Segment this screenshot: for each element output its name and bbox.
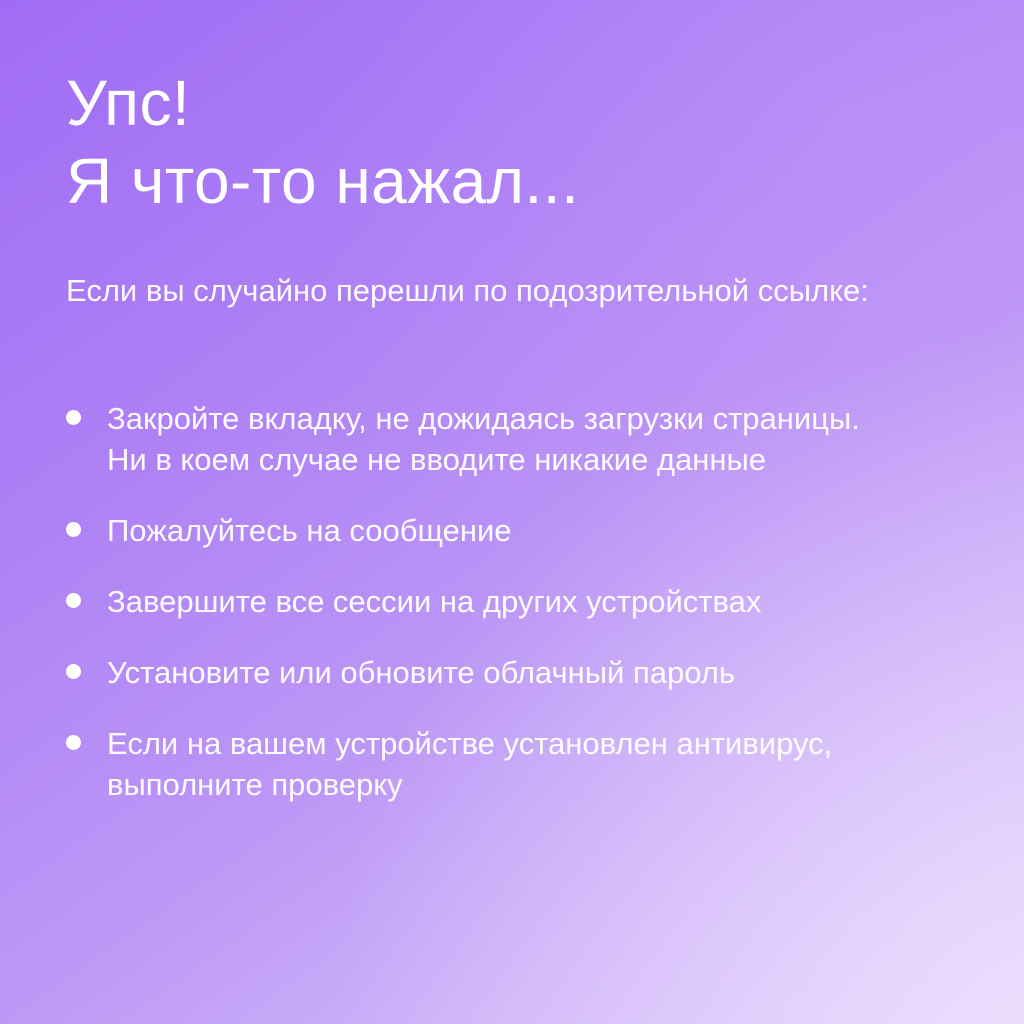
title-line-2: Я что-то нажал... [66, 145, 580, 217]
bullet-icon [66, 735, 81, 750]
step-line: Завершите все сессии на других устройствах [107, 584, 762, 619]
bullet-icon [66, 593, 81, 608]
list-item [66, 652, 966, 693]
list-item [66, 510, 966, 551]
bullet-icon [66, 664, 81, 679]
bullet-icon [66, 410, 81, 425]
step-line: Установите или обновите облачный пароль [107, 655, 736, 690]
step-line: Закройте вкладку, не дожидаясь загрузки страницы. [107, 401, 860, 436]
list-item [66, 723, 966, 805]
intro-text: Если вы случайно перешли по подозрительной ссылке: [66, 273, 869, 308]
list-item [66, 398, 966, 480]
list-item [66, 581, 966, 622]
step-line: Пожалуйтесь на сообщение [107, 513, 512, 548]
page-title [66, 64, 579, 220]
steps-list [66, 398, 966, 805]
step-line: выполните проверку [107, 767, 403, 802]
step-line: Если на вашем устройстве установлен антивирус, [107, 726, 833, 761]
title-line-1: Упс! [66, 67, 191, 139]
step-line: Ни в коем случае не вводите никакие данные [107, 442, 767, 477]
bullet-icon [66, 522, 81, 537]
